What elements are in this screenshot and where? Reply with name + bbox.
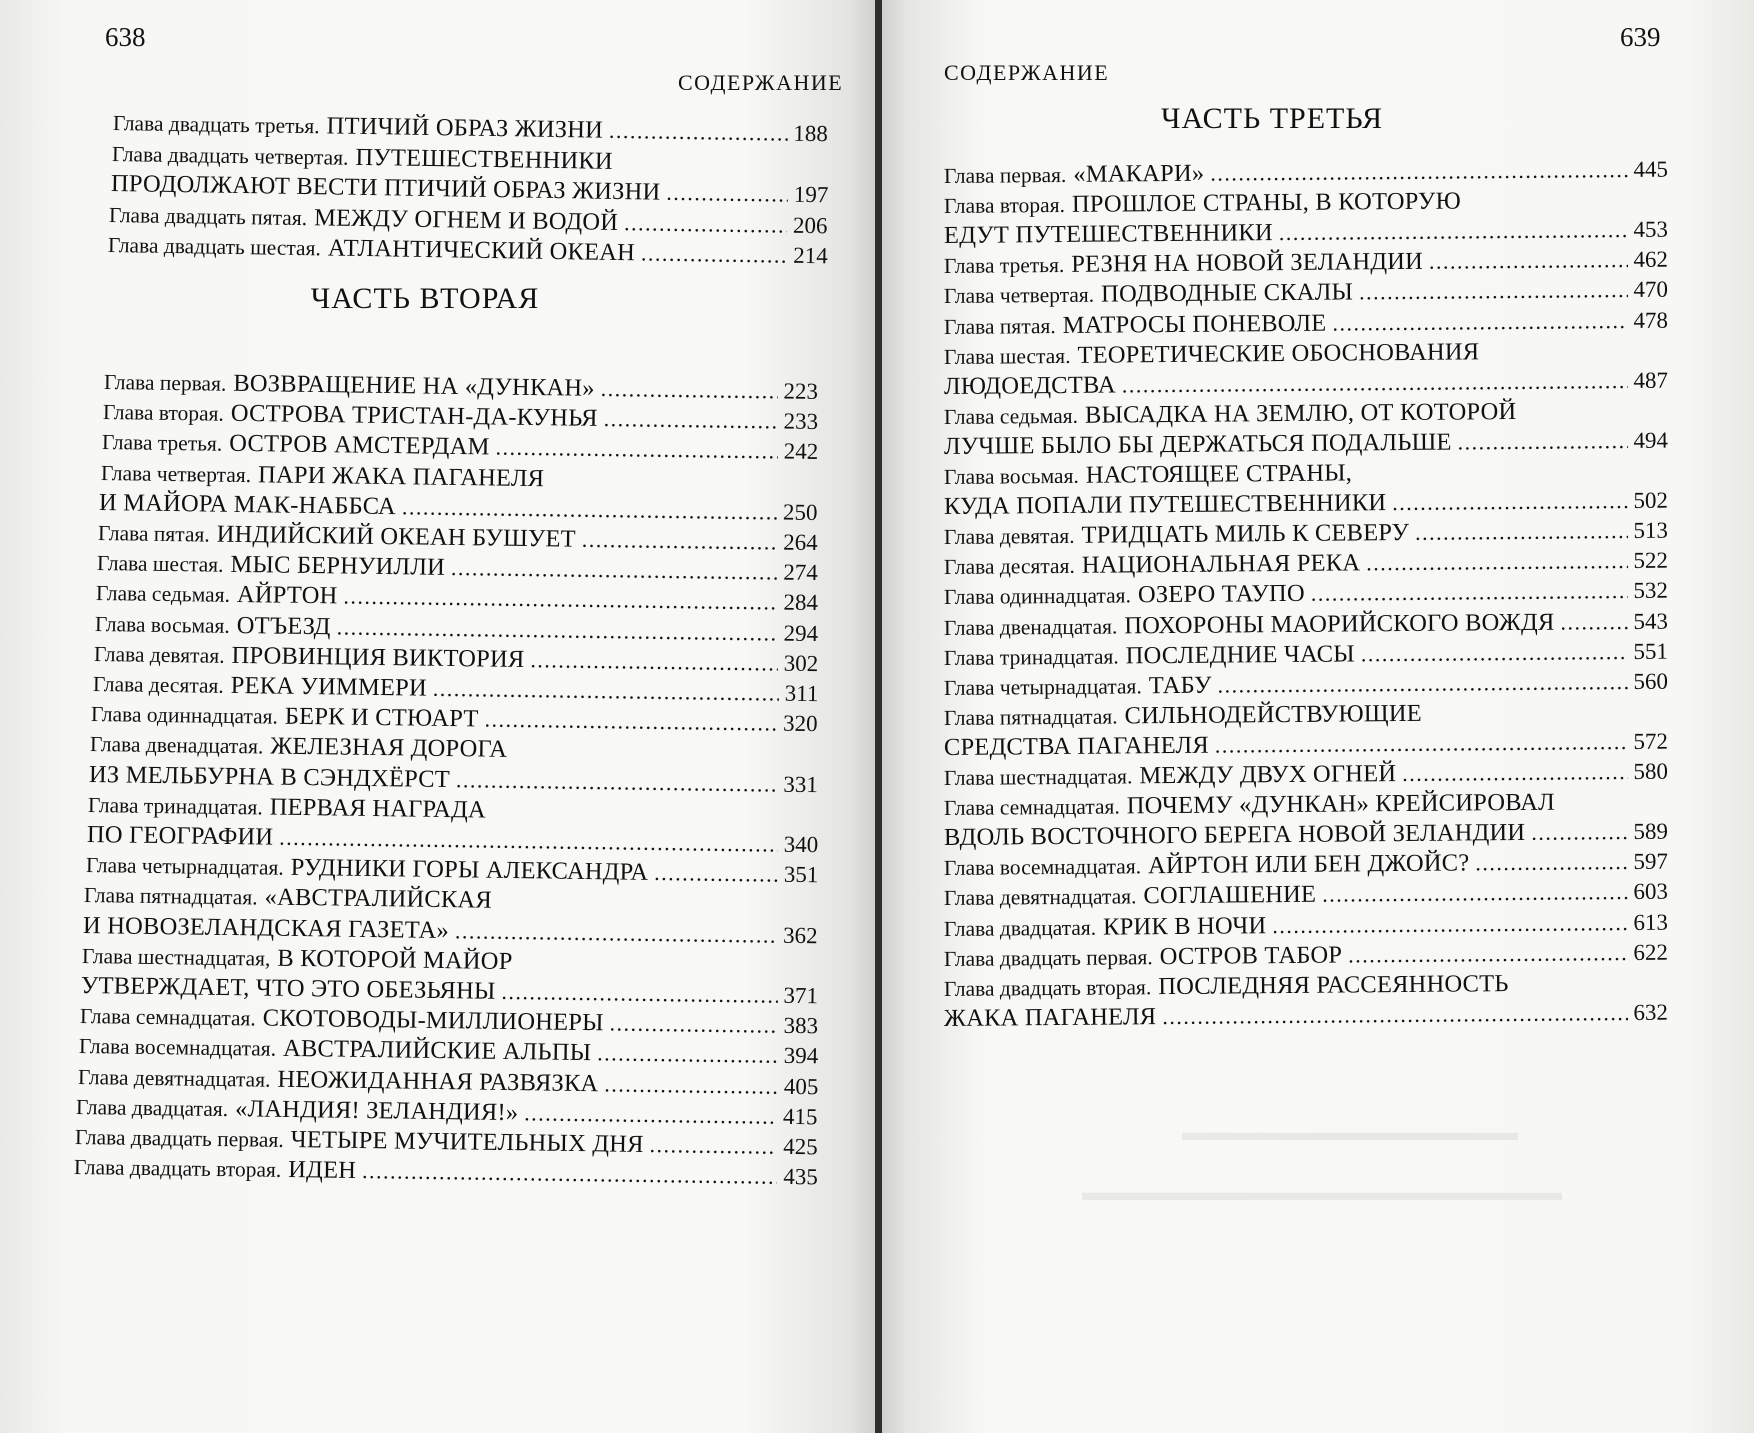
chapter-label: Глава четырнадцатая.	[85, 853, 284, 880]
book-gutter	[875, 0, 882, 1433]
chapter-title: ТРИДЦАТЬ МИЛЬ К СЕВЕРУ	[1081, 519, 1410, 549]
chapter-title: ПОДВОДНЫЕ СКАЛЫ	[1100, 278, 1354, 309]
chapter-label: Глава пятая.	[98, 521, 211, 547]
page-ref: 405	[783, 1073, 819, 1099]
leader-dots	[455, 916, 778, 950]
leader-dots	[609, 116, 788, 149]
show-through-text: ▬▬▬▬▬▬▬▬▬▬▬▬▬▬	[1182, 1120, 1518, 1146]
chapter-title: ВОЗВРАЩЕНИЕ НА «ДУНКАН»	[233, 369, 595, 402]
page-ref: 470	[1633, 277, 1669, 303]
leader-dots	[1162, 998, 1627, 1032]
leader-dots	[1361, 637, 1628, 669]
leader-dots	[654, 858, 778, 890]
chapter-title: АТЛАНТИЧЕСКИЙ ОКЕАН	[327, 234, 636, 267]
chapter-title: ПТИЧИЙ ОБРАЗ ЖИЗНИ	[326, 112, 604, 144]
chapter-title: ПО ГЕОГРАФИИ	[86, 821, 274, 851]
page-ref: 622	[1633, 939, 1669, 965]
leader-dots	[1311, 576, 1628, 609]
chapter-title: СРЕДСТВА ПАГАНЕЛЯ	[943, 731, 1209, 761]
page-ref: 502	[1633, 487, 1669, 514]
page-ref: 197	[793, 181, 829, 208]
chapter-title: МЕЖДУ ДВУХ ОГНЕЙ	[1139, 760, 1397, 790]
chapter-title: В КОТОРОЙ МАЙОР	[277, 944, 513, 975]
left-page	[0, 0, 875, 1433]
page-ref: 264	[783, 529, 819, 556]
chapter-label: Глава пятая.	[943, 313, 1056, 339]
chapter-title: ПОЧЕМУ «ДУНКАН» КРЕЙСИРОВАЛ	[1126, 788, 1555, 820]
chapter-title: «АВСТРАЛИЙСКАЯ	[264, 883, 493, 915]
page-ref: 331	[783, 771, 819, 797]
leader-dots	[1279, 215, 1628, 248]
chapter-title: ОТЪЕЗД	[236, 611, 331, 640]
chapter-title: НЕОЖИДАННАЯ РАЗВЯЗКА	[276, 1065, 599, 1097]
page-ref: 597	[1633, 848, 1669, 875]
page-ref: 589	[1633, 818, 1669, 845]
chapter-label: Глава двадцать шестая.	[107, 233, 322, 261]
leader-dots	[609, 1009, 777, 1041]
page-ref: 632	[1633, 999, 1669, 1025]
chapter-title: ЛУЧШЕ БЫЛО БЫ ДЕРЖАТЬСЯ ПОДАЛЬШЕ	[943, 428, 1452, 460]
leader-dots	[604, 1069, 778, 1101]
right-page	[882, 0, 1754, 1433]
page-ref: 242	[783, 438, 819, 465]
chapter-label: Глава седьмая.	[95, 581, 231, 608]
leader-dots	[1531, 817, 1627, 848]
page-ref: 214	[793, 242, 829, 269]
page-ref: 233	[783, 408, 819, 435]
chapter-label: Глава четвертая.	[100, 460, 251, 487]
chapter-label: Глава двадцатая.	[943, 915, 1097, 941]
chapter-title: ЛЮДОЕДСТВА	[943, 371, 1116, 400]
page-ref: 284	[783, 589, 819, 616]
chapter-title: ИНДИЙСКИЙ ОКЕАН БУШУЕТ	[216, 520, 577, 553]
chapter-title: ОЗЕРО ТАУПО	[1137, 580, 1305, 609]
chapter-label: Глава десятая.	[92, 672, 224, 698]
leader-dots	[650, 1130, 778, 1162]
chapter-label: Глава седьмая.	[943, 403, 1079, 429]
chapter-label: Глава четвертая.	[943, 283, 1095, 309]
leader-dots	[1122, 366, 1628, 400]
chapter-label: Глава девятая.	[943, 524, 1075, 550]
chapter-title: ПОХОРОНЫ МАОРИЙСКОГО ВОЖДЯ	[1124, 608, 1555, 639]
leader-dots	[1215, 727, 1628, 761]
page-ref: 560	[1633, 668, 1669, 694]
page-ref: 351	[783, 861, 819, 888]
leader-dots	[1322, 877, 1628, 910]
chapter-label: Глава восьмая.	[943, 463, 1079, 489]
leader-dots	[402, 492, 778, 527]
chapter-label: Глава одиннадцатая.	[91, 702, 279, 729]
leader-dots	[1560, 607, 1627, 638]
leader-dots	[1217, 667, 1627, 701]
chapter-title: РЕЗНЯ НА НОВОЙ ЗЕЛАНДИИ	[1071, 248, 1424, 279]
leader-dots	[362, 1156, 778, 1192]
chapter-title: КУДА ПОПАЛИ ПУТЕШЕСТВЕННИКИ	[943, 489, 1387, 521]
chapter-title: МАТРОСЫ ПОНЕВОЛЕ	[1062, 309, 1327, 339]
chapter-title: ПАРИ ЖАКА ПАГАНЕЛЯ	[257, 460, 544, 492]
chapter-title: ИЗ МЕЛЬБУРНА В СЭНДХЁРСТ	[88, 760, 451, 793]
leader-dots	[1475, 847, 1627, 878]
page-ref: 532	[1633, 578, 1669, 604]
chapter-title: УТВЕРЖДАЕТ, ЧТО ЭТО ОБЕЗЬЯНЫ	[80, 972, 496, 1005]
chapter-title: РУДНИКИ ГОРЫ АЛЕКСАНДРА	[290, 854, 649, 887]
page-ref: 206	[793, 212, 829, 238]
chapter-title: СОГЛАШЕНИЕ	[1143, 881, 1317, 910]
chapter-label: Глава десятая.	[943, 554, 1075, 580]
leader-dots	[1272, 908, 1627, 941]
part-title-two: ЧАСТЬ ВТОРАЯ	[310, 282, 540, 315]
leader-dots	[641, 238, 788, 270]
chapter-title: НАЦИОНАЛЬНАЯ РЕКА	[1081, 549, 1361, 580]
page-ref: 603	[1633, 879, 1669, 905]
chapter-title: ЖАКА ПАГАНЕЛЯ	[943, 1002, 1157, 1032]
chapter-title: НАСТОЯЩЕЕ СТРАНЫ,	[1085, 459, 1353, 489]
part-title-three: ЧАСТЬ ТРЕТЬЯ	[1160, 102, 1384, 135]
chapter-title: ВДОЛЬ ВОСТОЧНОГО БЕРЕГА НОВОЙ ЗЕЛАНДИИ	[943, 819, 1526, 852]
chapter-title: ЕДУТ ПУТЕШЕСТВЕННИКИ	[943, 219, 1273, 250]
leader-dots	[603, 404, 777, 436]
leader-dots	[600, 374, 777, 406]
chapter-label: Глава одиннадцатая.	[943, 583, 1132, 610]
page-ref: 580	[1633, 758, 1669, 784]
leader-dots	[624, 208, 787, 241]
leader-dots	[524, 1098, 777, 1132]
chapter-title: ПРОШЛОЕ СТРАНЫ, В КОТОРУЮ	[1071, 187, 1461, 218]
chapter-label: Глава двадцать вторая.	[73, 1155, 282, 1183]
chapter-label: Глава двенадцатая.	[90, 732, 264, 759]
chapter-label: Глава восемнадцатая.	[943, 854, 1142, 881]
chapter-label: Глава вторая.	[943, 193, 1066, 219]
chapter-label: Глава семнадцатая.	[943, 794, 1120, 821]
chapter-label: Глава первая.	[103, 370, 227, 396]
toc-entry	[944, 997, 1668, 1033]
chapter-title: СИЛЬНОДЕЙСТВУЮЩИЕ	[1124, 699, 1422, 730]
chapter-title: И НОВОЗЕЛАНДСКАЯ ГАЗЕТА»	[83, 911, 450, 944]
chapter-title: АЙРТОН	[236, 581, 338, 610]
chapter-title: АЙРТОН ИЛИ БЕН ДЖОЙС?	[1147, 849, 1470, 880]
running-head-left: СОДЕРЖАНИЕ	[678, 70, 844, 95]
chapter-label: Глава третья.	[943, 253, 1065, 279]
chapter-label: Глава восьмая.	[94, 611, 230, 638]
page-ref: 223	[783, 378, 819, 404]
page-ref: 250	[783, 499, 819, 525]
page-ref: 320	[783, 710, 819, 737]
page-ref: 551	[1633, 638, 1669, 664]
leader-dots	[1366, 546, 1628, 578]
chapter-title: РЕКА УИММЕРИ	[230, 671, 427, 702]
chapter-label: Глава третья.	[101, 430, 223, 457]
chapter-title: «МАКАРИ»	[1073, 159, 1205, 188]
chapter-label: Глава пятнадцатая.	[943, 704, 1118, 730]
page-ref: 425	[783, 1133, 819, 1160]
leader-dots	[1348, 938, 1628, 970]
chapter-title: ОСТРОВА ТРИСТАН-ДА-КУНЬЯ	[230, 399, 598, 433]
page-ref: 543	[1633, 608, 1669, 634]
page-number-right: 639	[1620, 22, 1661, 52]
chapter-title: ПОСЛЕДНЯЯ РАССЕЯННОСТЬ	[1158, 969, 1509, 1000]
page-number-left: 638	[105, 22, 146, 52]
page-ref: 383	[783, 1013, 819, 1039]
leader-dots	[1402, 757, 1628, 789]
chapter-title: ТАБУ	[1148, 671, 1212, 699]
chapter-title: ВЫСАДКА НА ЗЕМЛЮ, ОТ КОТОРОЙ	[1084, 397, 1517, 429]
chapter-label: Глава восемнадцатая.	[78, 1034, 276, 1062]
show-through-text: ▬▬▬▬▬▬▬▬▬▬▬▬▬▬▬▬▬▬▬▬	[1082, 1180, 1562, 1206]
leader-dots	[1210, 155, 1627, 189]
page-ref: 362	[783, 922, 819, 948]
chapter-label: Глава шестнадцатая.	[943, 764, 1133, 790]
page-ref: 435	[783, 1164, 819, 1190]
leader-dots	[666, 178, 788, 210]
page-ref: 311	[784, 680, 819, 707]
chapter-title: СКОТОВОДЫ-МИЛЛИОНЕРЫ	[262, 1004, 604, 1037]
chapter-title: ТЕОРЕТИЧЕСКИЕ ОБОСНОВАНИЯ	[1077, 337, 1480, 369]
chapter-title: «ЛАНДИЯ! ЗЕЛАНДИЯ!»	[235, 1095, 519, 1126]
leader-dots	[1415, 516, 1628, 548]
leader-dots	[597, 1039, 778, 1072]
page-ref: 494	[1633, 427, 1669, 453]
leader-dots	[1429, 245, 1628, 277]
page-ref: 462	[1633, 246, 1669, 273]
chapter-title: КРИК В НОЧИ	[1102, 911, 1267, 941]
chapter-title: ЖЕЛЕЗНАЯ ДОРОГА	[270, 732, 508, 764]
page-ref: 513	[1633, 517, 1669, 544]
chapter-label: Глава двадцать четвертая.	[111, 141, 349, 170]
chapter-label: Глава шестнадцатая,	[81, 943, 271, 971]
page-ref: 294	[783, 620, 819, 646]
page-ref: 415	[783, 1103, 819, 1130]
page-ref: 572	[1633, 728, 1669, 754]
chapter-title: АВСТРАЛИЙСКИЕ АЛЬПЫ	[282, 1035, 592, 1067]
chapter-label: Глава двенадцатая.	[943, 613, 1118, 640]
chapter-label: Глава шестая.	[96, 551, 224, 577]
chapter-title: ОСТРОВ АМСТЕРДАМ	[228, 430, 490, 461]
chapter-label: Глава семнадцатая.	[79, 1004, 256, 1031]
chapter-label: Глава тринадцатая.	[87, 792, 263, 820]
page-ref: 478	[1633, 307, 1669, 333]
chapter-title: МЕЖДУ ОГНЕМ И ВОДОЙ	[314, 203, 619, 236]
chapter-label: Глава двадцать третья.	[112, 111, 320, 139]
chapter-title: ПЕРВАЯ НАГРАДА	[269, 793, 486, 824]
running-head-right: СОДЕРЖАНИЕ	[944, 60, 1110, 85]
page-ref: 340	[783, 831, 819, 858]
chapter-title: ПОСЛЕДНИЕ ЧАСЫ	[1125, 640, 1355, 670]
chapter-title: БЕРК И СТЮАРТ	[285, 702, 480, 733]
leader-dots	[432, 674, 778, 709]
leader-dots	[451, 553, 778, 588]
leader-dots	[530, 645, 778, 678]
chapter-title: ОСТРОВ ТАБОР	[1159, 941, 1343, 970]
chapter-title: ЧЕТЫРЕ МУЧИТЕЛЬНЫХ ДНЯ	[290, 1126, 645, 1158]
page-ref: 522	[1633, 547, 1669, 574]
chapter-label: Глава двадцатая.	[76, 1094, 229, 1121]
chapter-label: Глава пятнадцатая.	[84, 883, 259, 910]
page-ref: 394	[783, 1043, 819, 1069]
chapter-label: Глава двадцать первая.	[943, 944, 1153, 971]
chapter-label: Глава первая.	[943, 162, 1067, 188]
leader-dots	[1359, 275, 1628, 307]
leader-dots	[1457, 426, 1627, 457]
chapter-label: Глава двадцать первая.	[75, 1125, 285, 1152]
chapter-label: Глава двадцать пятая.	[109, 202, 308, 230]
chapter-label: Глава шестая.	[943, 343, 1071, 369]
leader-dots	[495, 433, 778, 467]
chapter-label: Глава двадцать вторая.	[943, 974, 1152, 1001]
chapter-label: Глава четырнадцатая.	[943, 673, 1142, 700]
chapter-title: ПУТЕШЕСТВЕННИКИ	[355, 143, 613, 175]
leader-dots	[456, 765, 778, 799]
page-ref: 274	[783, 559, 819, 586]
page-ref: 487	[1633, 367, 1669, 393]
page-ref: 453	[1633, 216, 1669, 243]
page-ref: 302	[783, 650, 819, 676]
chapter-label: Глава девятнадцатая.	[943, 884, 1137, 911]
leader-dots	[501, 977, 777, 1011]
chapter-title: ПРОДОЛЖАЮТ ВЕСТИ ПТИЧИЙ ОБРАЗ ЖИЗНИ	[110, 170, 661, 206]
chapter-label: Глава вторая.	[102, 400, 224, 426]
leader-dots	[1332, 306, 1627, 339]
chapter-title: ПРОВИНЦИЯ ВИКТОРИЯ	[231, 641, 525, 673]
leader-dots	[582, 525, 778, 558]
page-ref: 445	[1633, 156, 1669, 182]
leader-dots	[485, 705, 778, 739]
chapter-label: Глава девятнадцатая.	[77, 1064, 271, 1092]
page-ref: 371	[783, 982, 819, 1009]
chapter-title: И МАЙОРА МАК-НАББСА	[99, 488, 397, 520]
chapter-title: МЫС БЕРНУИЛЛИ	[230, 551, 446, 582]
page-ref: 613	[1633, 909, 1669, 935]
page-ref: 188	[793, 120, 829, 147]
chapter-title: ИДЕН	[288, 1156, 357, 1185]
chapter-label: Глава тринадцатая.	[943, 644, 1119, 670]
leader-dots	[1392, 486, 1628, 518]
chapter-label: Глава девятая.	[93, 641, 225, 668]
